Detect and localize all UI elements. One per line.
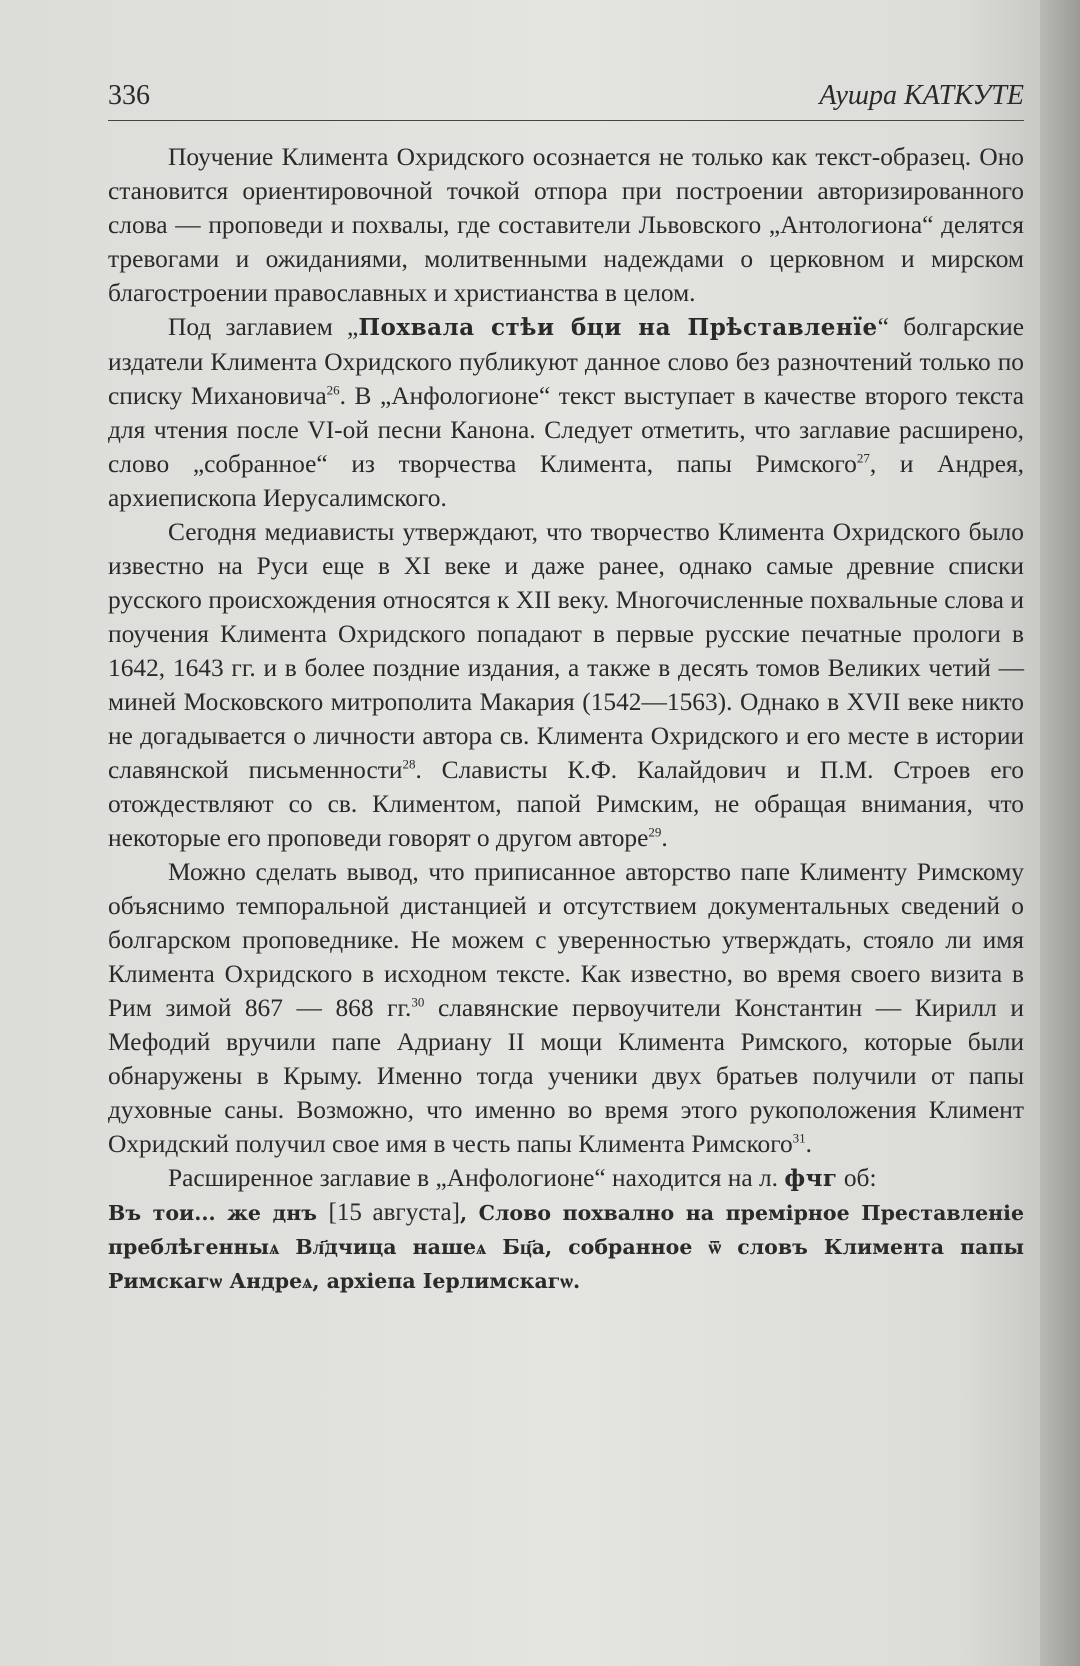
- paragraph-5: Расширенное заглавие в „Анфологионе“ находится на л. фчг об:: [168, 1164, 877, 1192]
- header-rule: [108, 120, 1024, 121]
- footnote-ref-29: 29: [648, 824, 662, 840]
- page-number: 336: [108, 80, 150, 111]
- footnote-ref-27: 27: [856, 450, 870, 466]
- book-spine-shadow: [1040, 0, 1080, 1666]
- footnote-ref-30: 30: [411, 994, 425, 1010]
- running-head-author: Аушра КАТКУТЕ: [819, 80, 1024, 111]
- church-slavonic-folio: фчг: [784, 1165, 838, 1192]
- paragraph-3: Сегодня медиависты утверждают, что творчество Климента Охридского было известно на Руси еще в XI веке и даже ранее, однако самые древние списки русского происхождения относятся к XII веку. Многочисленные похвальные слова и поучения Климента Охридского попадают в первые русские печатные прологи в 1642, 1643 гг. и в более поздние издания, а также в десять томов Великих четий — миней Московского митрополита Макария (1542—1563). Однако в XVII веке никто не догадывается о личности автора св. Климента Охридского и его месте в истории славянской письменности$^{28}$. Слависты К.Ф. Калайдович и П.М. Строев его отождествляют со св. Климентом, папой Римским, не обращая внимания, что некоторые его проповеди говорят о другом авторе$^{29}$.: [108, 518, 1024, 852]
- church-slavonic-title: Похвала стѣи бци на Прѣставленїе: [358, 314, 878, 341]
- footnote-ref-26: 26: [326, 382, 340, 398]
- paragraph-2: Под заглавием „Похвала стѣи бци на Прѣставленїе“ болгарские издатели Климента Охридского публикуют данное слово без разночтений только по списку Михановича$^{26}$. В „Анфологионе“ текст выступает в качестве второго текста для чтения после VI-ой песни Канона. Следует отметить, что заглавие расширено, слово „собранное“ из творчества Климента, папы Римского$^{27}$, и Андрея, архиепископа Иерусалимского.: [108, 313, 1024, 512]
- footnote-ref-31: 31: [792, 1130, 806, 1146]
- body-text: [108, 140, 1024, 1298]
- paragraph-1: Поучение Климента Охридского осознается не только как текст-образец. Оно становится ориентировочной точкой отпора при построении авторизированного слова — проповеди и похвалы, где составители Львовского „Антологиона“ делятся тревогами и ожиданиями, молитвенными надеждами о церковном и мирском благостроении православных и христианства в целом.: [108, 143, 1024, 307]
- footnote-ref-28: 28: [402, 756, 416, 772]
- page-header: [108, 80, 1024, 124]
- church-slavonic-quote: Въ тои... же днъ [15 августа], Слово похвално на премірное Преставленіе преблѣгенныѧ Вл҃дчица нашеѧ Бц҃а, собранное ѿ словъ Климента папы Римскагѡ Андреѧ, архіепа Іерлимскагѡ.: [108, 1199, 1024, 1293]
- paragraph-4: Можно сделать вывод, что приписанное авторство папе Клименту Римскому объяснимо темпоральной дистанцией и отсутствием документальных сведений о болгарском проповеднике. Не можем с уверенностью утверждать, стояло ли имя Климента Охридского в исходном тексте. Как известно, во время своего визита в Рим зимой 867 — 868 гг.$^{30}$ славянские первоучители Константин — Кирилл и Мефодий вручили папе Адриану II мощи Климента Римского, которые были обнаружены в Крыму. Именно тогда ученики двух братьев получили от папы духовные саны. Возможно, что именно во время этого рукоположения Климент Охридский получил свое имя в честь папы Климента Римского$^{31}$.: [108, 858, 1024, 1158]
